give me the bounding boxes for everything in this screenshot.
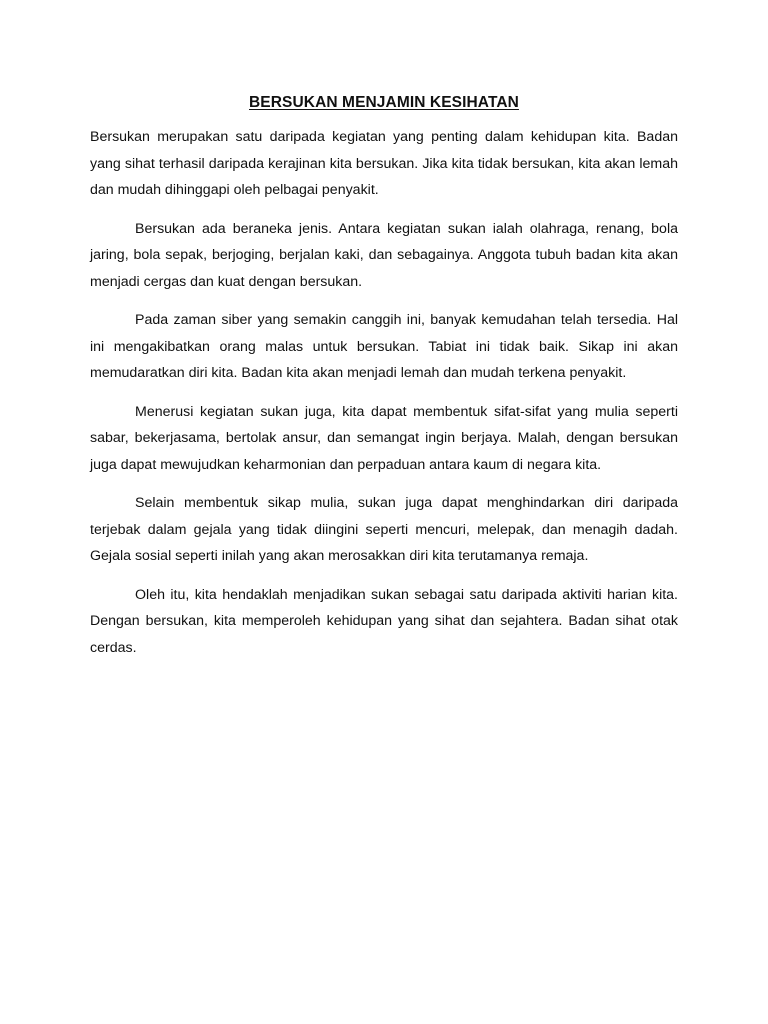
paragraph-noble-traits: Menerusi kegiatan sukan juga, kita dapat membentuk sifat-sifat yang mulia seperti sabar, bekerjasama, bertolak ansur, dan semangat ingin berjaya. Malah, dengan bersukan juga dapat mewujudkan keharmonian dan perpaduan antara kaum di negara kita.	[90, 403, 678, 473]
document-page	[90, 92, 678, 673]
paragraph-conclusion: Oleh itu, kita hendaklah menjadikan sukan sebagai satu daripada aktiviti harian kita. Dengan bersukan, kita memperoleh kehidupan yang sihat dan sejahtera. Badan sihat otak cerdas.	[90, 586, 678, 656]
paragraph-cyber-age: Pada zaman siber yang semakin canggih ini, banyak kemudahan telah tersedia. Hal ini mengakibatkan orang malas untuk bersukan. Tabiat ini tidak baik. Sikap ini akan memudaratkan diri kita. Badan kita akan menjadi lemah dan mudah terkena penyakit.	[90, 312, 678, 381]
paragraph-social-ills: Selain membentuk sikap mulia, sukan juga dapat menghindarkan diri daripada terjebak dalam gejala yang tidak diingini seperti mencuri, melepak, dan menagih dadah. Gejala sosial seperti inilah yang akan merosakkan diri kita terutamanya remaja.	[90, 495, 678, 564]
paragraph-types-of-sports: Bersukan ada beraneka jenis. Antara kegiatan sukan ialah olahraga, renang, bola jaring, bola sepak, berjoging, berjalan kaki, dan sebagainya. Anggota tubuh badan kita akan menjadi cergas dan kuat dengan bersukan.	[90, 220, 678, 290]
paragraph-introduction: Bersukan merupakan satu daripada kegiatan yang penting dalam kehidupan kita. Badan yang sihat terhasil daripada kerajinan kita bersukan. Jika kita tidak bersukan, kita akan lemah dan mudah dihinggapi oleh pelbagai penyakit.	[90, 129, 678, 198]
document-title: BERSUKAN MENJAMIN KESIHATAN	[249, 94, 519, 111]
